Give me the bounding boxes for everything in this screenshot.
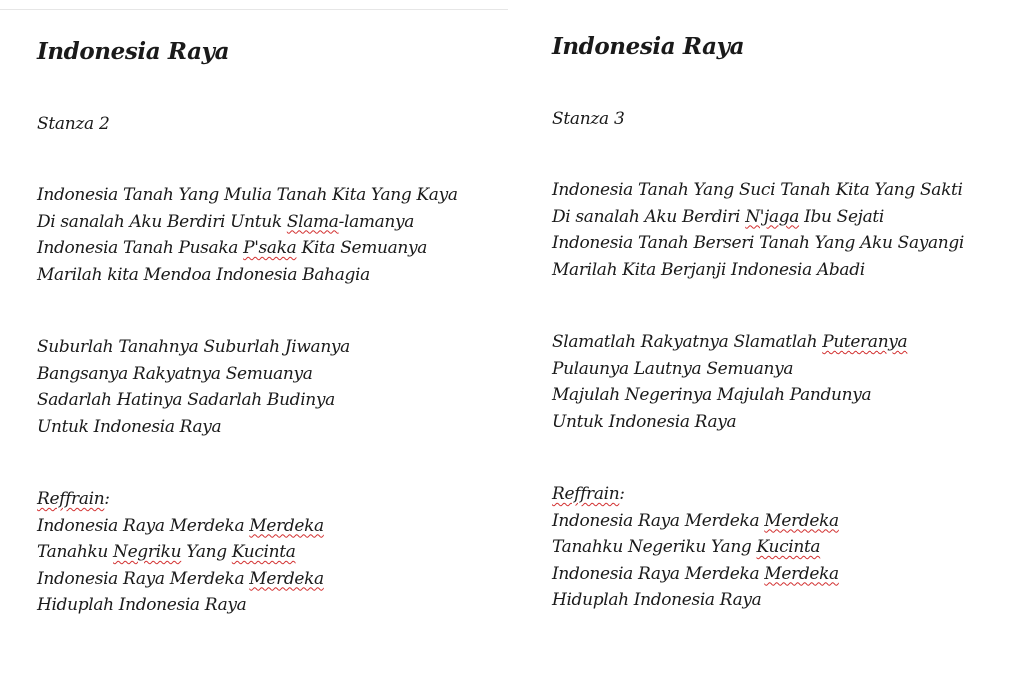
lyric-text: Hiduplah Indonesia Raya [552, 590, 762, 610]
spellcheck-flagged-word: Kucinta [231, 542, 296, 562]
lyric-text: Indonesia Raya Merdeka [552, 510, 765, 531]
lyric-line [552, 587, 1022, 614]
lyric-text: Tanahku Negeriku Yang [552, 537, 757, 557]
lyric-text: Tanahku [37, 542, 114, 562]
lyric-line [552, 204, 1022, 231]
lyric-text: Indonesia Raya Merdeka [37, 568, 250, 589]
lyric-line [552, 230, 1022, 257]
lyric-line [552, 356, 1022, 383]
lyric-line [37, 513, 507, 540]
lyric-text: Di sanalah Aku Berdiri Untuk [37, 211, 287, 232]
lyric-text: : [104, 489, 110, 509]
lyric-line [37, 387, 507, 414]
spellcheck-flagged-word: Negriku [113, 542, 182, 562]
lyric-text: Bangsanya Rakyatnya Semuanya [37, 363, 313, 384]
lyric-text: Slamatlah Rakyatnya Slamatlah [552, 332, 823, 352]
spellcheck-flagged-word: Merdeka [764, 510, 839, 531]
lyric-line [37, 182, 507, 209]
refrain-block [37, 486, 507, 619]
lyric-text: Indonesia Tanah Yang Suci Tanah Kita Yang Sakti [552, 180, 963, 200]
document-page-stanza-3 [552, 33, 1022, 614]
lyric-text: Majulah Negerinya Majulah Pandunya [552, 385, 872, 405]
spellcheck-flagged-word: N'jaga [745, 206, 800, 227]
lyric-line [552, 409, 1022, 436]
stanza-heading: Stanza 3 [552, 109, 625, 129]
lyric-line [552, 534, 1022, 561]
stanza-heading: Stanza 2 [37, 114, 110, 134]
lyric-line [37, 592, 507, 619]
lyric-text: Suburlah Tanahnya Suburlah Jiwanya [37, 337, 350, 357]
lyric-line [37, 262, 507, 289]
lyric-text: : [619, 484, 625, 504]
lyric-line [552, 382, 1022, 409]
lyric-text: Ibu Sejati [799, 206, 884, 227]
lyric-line [552, 177, 1022, 204]
lyric-line [37, 414, 507, 441]
spellcheck-flagged-word: Merdeka [764, 563, 839, 584]
lyric-line [552, 561, 1022, 588]
spellcheck-flagged-word: Kucinta [756, 537, 821, 557]
lyric-text: Marilah kita Mendoa Indonesia Bahagia [37, 264, 370, 285]
lyric-text: Yang [181, 542, 232, 562]
lyric-text: Indonesia Tanah Berseri Tanah Yang Aku Sayangi [552, 233, 964, 253]
lyric-line [37, 539, 507, 566]
lyric-text: Indonesia Tanah Pusaka [37, 238, 244, 258]
verse-block [37, 182, 507, 288]
lyric-text: Indonesia Tanah Yang Mulia Tanah Kita Yang Kaya [37, 185, 458, 205]
lyric-text: Sadarlah Hatinya Sadarlah Budinya [37, 390, 335, 410]
spellcheck-flagged-word: Merdeka [249, 515, 324, 536]
lyric-text: Untuk Indonesia Raya [552, 411, 737, 432]
lyric-text: Kita Semuanya [296, 238, 428, 258]
spellcheck-flagged-word: Slama [286, 211, 339, 232]
verse-block [552, 177, 1022, 283]
lyric-line [552, 257, 1022, 284]
lyric-line [552, 329, 1022, 356]
spellcheck-flagged-word: Merdeka [249, 568, 324, 589]
verse-block [37, 334, 507, 440]
lyric-text: Pulaunya Lautnya Semuanya [552, 358, 794, 379]
lyric-text: Indonesia Raya Merdeka [552, 563, 765, 584]
lyric-text: Hiduplah Indonesia Raya [37, 595, 247, 615]
lyric-line [37, 235, 507, 262]
lyric-line [37, 486, 507, 513]
lyric-line [37, 334, 507, 361]
lyric-text: -lamanya [338, 211, 415, 232]
lyric-text: Indonesia Raya Merdeka [37, 515, 250, 536]
spellcheck-flagged-word: Reffrain [37, 489, 105, 509]
lyric-text: Di sanalah Aku Berdiri [552, 206, 746, 227]
page-top-divider [0, 9, 508, 10]
spellcheck-flagged-word: Reffrain [552, 484, 620, 504]
spellcheck-flagged-word: P'saka [243, 238, 297, 258]
lyric-text: Marilah Kita Berjanji Indonesia Abadi [552, 259, 865, 280]
song-title: Indonesia Raya [552, 33, 745, 60]
verse-block [552, 329, 1022, 435]
lyric-text: Untuk Indonesia Raya [37, 416, 222, 437]
document-page-stanza-2 [37, 38, 507, 619]
lyric-line [552, 508, 1022, 535]
lyric-line [37, 361, 507, 388]
refrain-block [552, 481, 1022, 614]
spellcheck-flagged-word: Puteranya [822, 332, 908, 352]
lyric-line [37, 209, 507, 236]
lyric-line [37, 566, 507, 593]
lyric-line [552, 481, 1022, 508]
song-title: Indonesia Raya [37, 38, 230, 65]
